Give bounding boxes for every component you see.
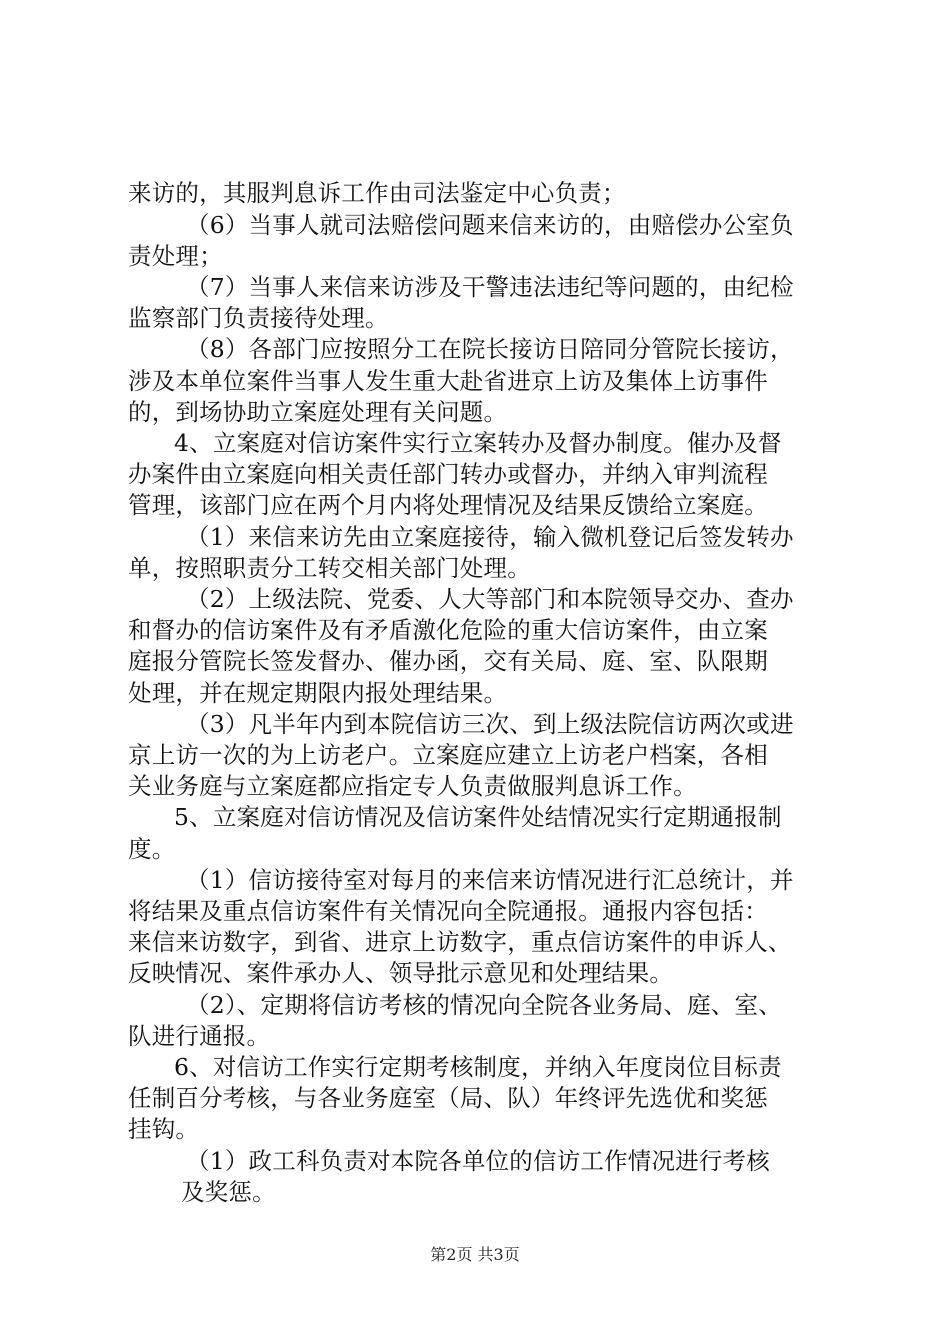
text-line: 关业务庭与立案庭都应指定专人负责做服判息诉工作。 <box>128 772 697 800</box>
text-line: 和督办的信访案件及有矛盾激化危险的重大信访案件，由立案 <box>128 616 768 644</box>
text-line: 来访的，其服判息诉工作由司法鉴定中心负责； <box>128 179 626 207</box>
text-line: 涉及本单位案件当事人发生重大赴省进京上访及集体上访事件 <box>128 367 768 395</box>
text-line: 管理，该部门应在两个月内将处理情况及结果反馈给立案庭。 <box>128 491 768 519</box>
text-line: 的，到场协助立案庭处理有关问题。 <box>128 398 508 426</box>
text-line: 反映情况、案件承办人、领导批示意见和处理结果。 <box>128 959 674 987</box>
text-line: 4、立案庭对信访案件实行立案转办及督办制度。催办及督 <box>174 429 782 457</box>
text-line: 单，按照职责分工转交相关部门处理。 <box>128 554 531 582</box>
text-line: （1）来信来访先由立案庭接待，输入微机登记后签发转办 <box>186 523 794 551</box>
text-line: 京上访一次的为上访老户。立案庭应建立上访老户档案，各相 <box>128 741 768 769</box>
text-line: 5、立案庭对信访情况及信访案件处结情况实行定期通报制 <box>174 803 782 831</box>
text-line: （8）各部门应按照分工在院长接访日陪同分管院长接访， <box>186 335 794 363</box>
text-line: 监察部门负责接待处理。 <box>128 304 389 332</box>
text-line: （7）当事人来信来访涉及干警违法违纪等问题的，由纪检 <box>186 273 794 301</box>
page-footer: 第2页 共3页 <box>430 1245 520 1264</box>
text-line: 及奖惩。 <box>181 1178 276 1206</box>
text-line: 6、对信访工作实行定期考核制度，并纳入年度岗位目标责 <box>174 1053 782 1081</box>
text-line: 队进行通报。 <box>128 1022 271 1050</box>
text-line: 庭报分管院长签发督办、催办函，交有关局、庭、室、队限期 <box>128 647 768 675</box>
text-line: （1）信访接待室对每月的来信来访情况进行汇总统计，并 <box>186 866 794 894</box>
text-line: 来信来访数字，到省、进京上访数字，重点信访案件的申诉人、 <box>128 928 792 956</box>
text-line: （2）、定期将信访考核的情况向全院各业务局、庭、室、 <box>186 991 782 1019</box>
text-line: （2）上级法院、党委、人大等部门和本院领导交办、查办 <box>186 585 794 613</box>
text-line: （1）政工科负责对本院各单位的信访工作情况进行考核 <box>186 1147 770 1175</box>
text-line: 任制百分考核，与各业务庭室（局、队）年终评先选优和奖惩 <box>128 1084 768 1112</box>
text-line: 责处理； <box>128 242 223 270</box>
text-line: 挂钩。 <box>128 1115 200 1143</box>
text-line: 将结果及重点信访案件有关情况向全院通报。通报内容包括： <box>128 897 768 925</box>
text-line: 处理，并在规定期限内报处理结果。 <box>128 679 508 707</box>
text-line: 办案件由立案庭向相关责任部门转办或督办，并纳入审判流程 <box>128 460 768 488</box>
text-line: （6）当事人就司法赔偿问题来信来访的，由赔偿办公室负 <box>186 211 794 239</box>
text-line: （3）凡半年内到本院信访三次、到上级法院信访两次或进 <box>186 710 794 738</box>
text-line: 度。 <box>128 835 176 863</box>
